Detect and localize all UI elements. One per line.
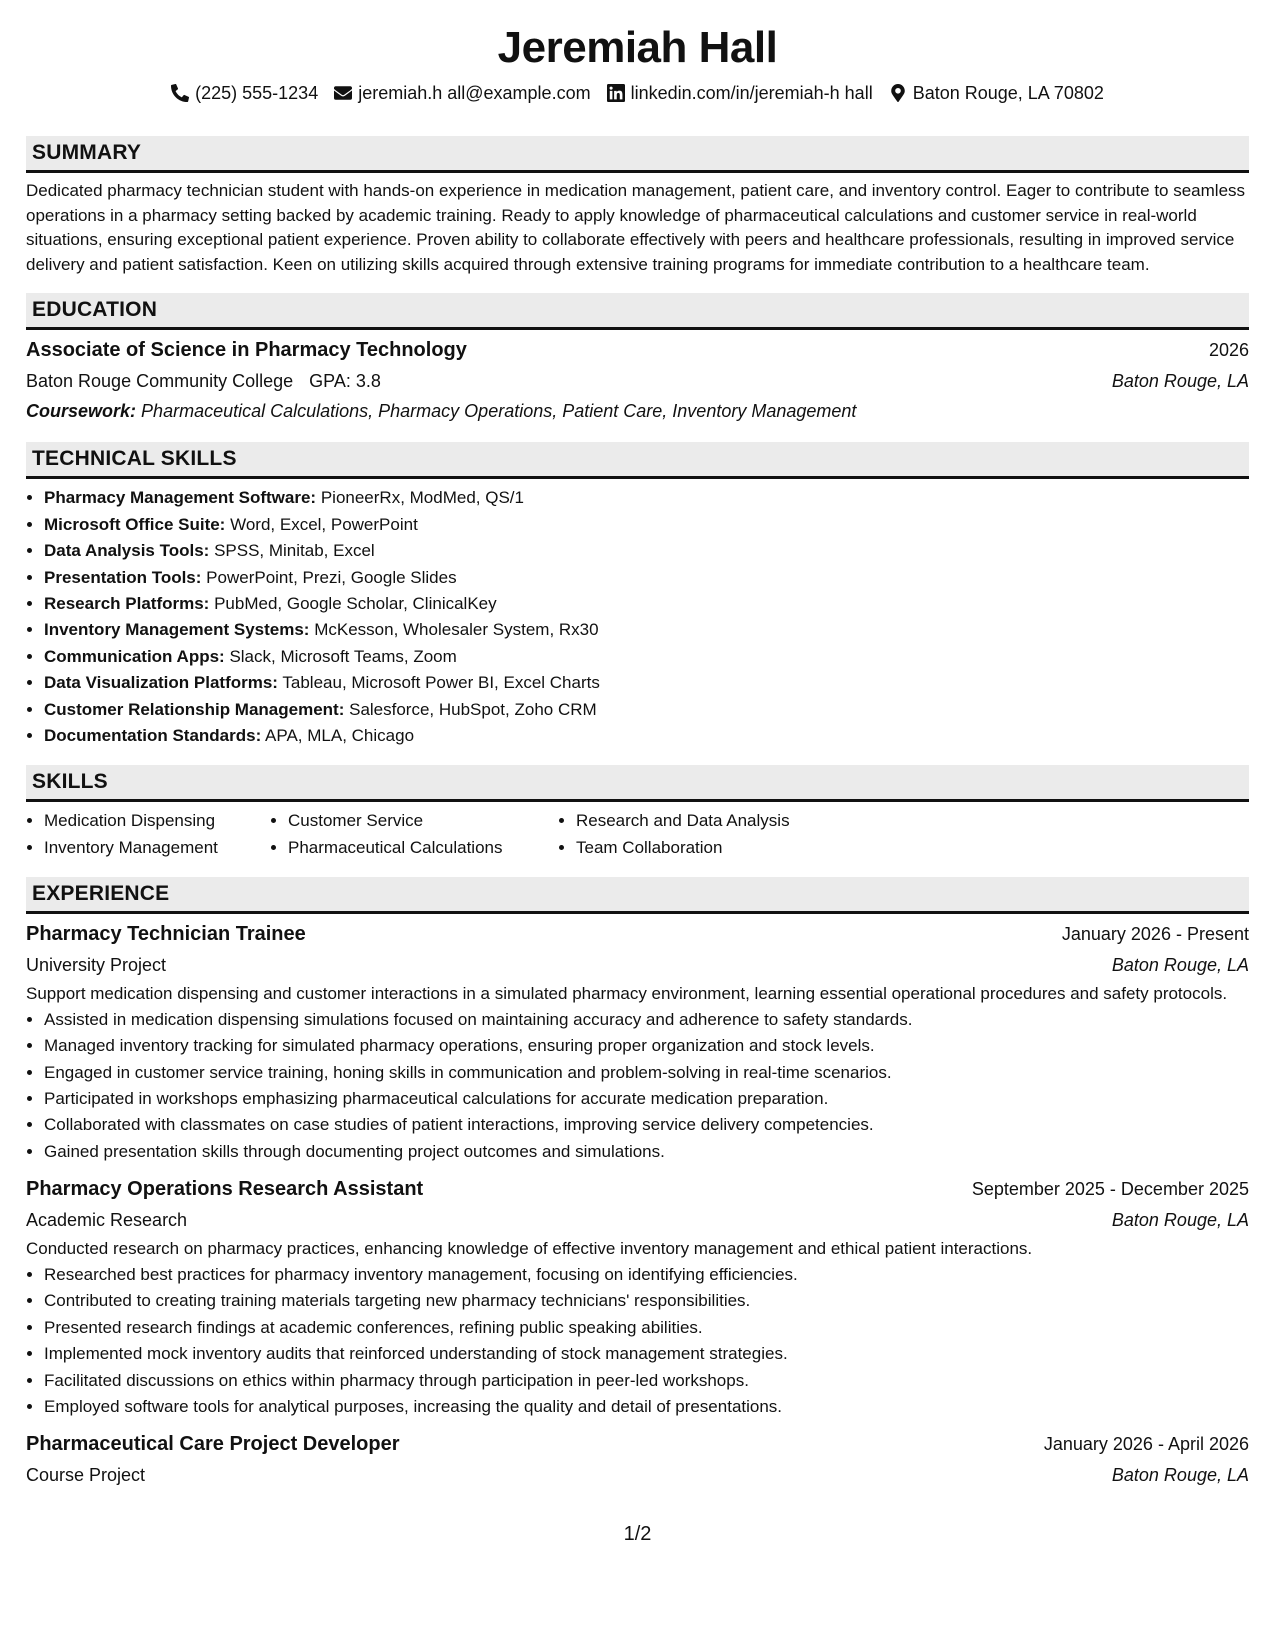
job-org: University Project bbox=[26, 955, 167, 976]
school-line bbox=[26, 366, 381, 396]
skills-heading: SKILLS bbox=[26, 765, 1249, 802]
job-title: Pharmaceutical Care Project Developer bbox=[26, 1433, 400, 1456]
job-org: Academic Research bbox=[26, 1210, 188, 1231]
list-item: • Team Collaboration bbox=[576, 835, 876, 861]
education-heading: EDUCATION bbox=[26, 293, 1249, 330]
job-entry bbox=[26, 1428, 1249, 1490]
list-item: • Researched best practices for pharmacy inventory management, focusing on identifying efficiencies. bbox=[44, 1262, 1249, 1288]
skill-value: Slack, Microsoft Teams, Zoom bbox=[229, 646, 457, 666]
list-item bbox=[44, 485, 1249, 511]
job-description: Conducted research on pharmacy practices, enhancing knowledge of effective inventory management and ethical patient interactions. bbox=[26, 1239, 1033, 1259]
summary-text: Dedicated pharmacy technician student with hands-on experience in medication management, patient care, and inventory control. Eager to contribute to seamless operations in a pharmacy setting backed by academic training. Ready to apply knowledge of pharmaceutical calculations and customer service in real-world situations, ensuring exceptional patient experience. Proven ability to collaborate effectively with peers and healthcare professionals, resulting in improved service delivery and patient satisfaction. Keen on utilizing skills acquired through extensive training programs for immediate contribution to a healthcare team. bbox=[26, 181, 1246, 274]
experience-section bbox=[26, 877, 1249, 1490]
job-dates: January 2026 - Present bbox=[1061, 924, 1249, 945]
list-item bbox=[44, 723, 1249, 749]
contact-location bbox=[889, 80, 1104, 106]
job-title-row bbox=[26, 1173, 1249, 1205]
job-bullets bbox=[26, 1262, 1249, 1420]
coursework-label: Coursework: bbox=[26, 401, 137, 422]
map-pin-icon bbox=[889, 84, 907, 102]
skill-label: Microsoft Office Suite: bbox=[44, 514, 226, 534]
skills-grid bbox=[26, 808, 1249, 861]
contact-phone bbox=[171, 80, 318, 106]
job-title-row bbox=[26, 1428, 1249, 1460]
contact-bar bbox=[26, 80, 1249, 106]
contact-location-text: Baton Rouge, LA 70802 bbox=[912, 83, 1104, 103]
list-item: • Collaborated with classmates on case studies of patient interactions, improving service delivery competencies. bbox=[44, 1112, 1249, 1138]
technical-skills-heading: TECHNICAL SKILLS bbox=[26, 442, 1249, 479]
phone-icon bbox=[171, 84, 189, 102]
list-item bbox=[44, 697, 1249, 723]
list-item: • Engaged in customer service training, honing skills in communication and problem-solving in real-time scenarios. bbox=[44, 1060, 1249, 1086]
list-item: • Assisted in medication dispensing simulations focused on maintaining accuracy and adherence to safety standards. bbox=[44, 1007, 1249, 1033]
job-entry bbox=[26, 918, 1249, 1165]
job-dates: September 2025 - December 2025 bbox=[971, 1179, 1249, 1200]
list-item: • Pharmaceutical Calculations bbox=[288, 835, 558, 861]
list-item bbox=[44, 617, 1249, 643]
skill-value: PowerPoint, Prezi, Google Slides bbox=[206, 567, 457, 587]
job-bullets bbox=[26, 1007, 1249, 1165]
list-item: • Gained presentation skills through documenting project outcomes and simulations. bbox=[44, 1139, 1249, 1165]
education-row-school bbox=[26, 366, 1249, 396]
list-item: • Medication Dispensing bbox=[44, 808, 270, 834]
envelope-icon bbox=[334, 84, 352, 102]
list-item: • Facilitated discussions on ethics within pharmacy through participation in peer-led workshops. bbox=[44, 1368, 1249, 1394]
skill-label: Communication Apps: bbox=[44, 646, 225, 666]
linkedin-icon bbox=[607, 84, 625, 102]
skill-label: Inventory Management Systems: bbox=[44, 620, 310, 640]
school-name: Baton Rouge Community College bbox=[26, 371, 294, 392]
job-location: Baton Rouge, LA bbox=[1111, 955, 1249, 976]
job-org-row bbox=[26, 1205, 1249, 1235]
skill-value: SPSS, Minitab, Excel bbox=[214, 541, 375, 561]
skills-section bbox=[26, 765, 1249, 861]
job-title: Pharmacy Technician Trainee bbox=[26, 923, 306, 946]
contact-email[interactable] bbox=[334, 80, 590, 106]
candidate-name: Jeremiah Hall bbox=[497, 23, 778, 72]
skill-label: Customer Relationship Management: bbox=[44, 699, 345, 719]
experience-heading: EXPERIENCE bbox=[26, 877, 1249, 914]
contact-linkedin[interactable] bbox=[607, 80, 873, 106]
skill-value: McKesson, Wholesaler System, Rx30 bbox=[314, 620, 599, 640]
education-section bbox=[26, 293, 1249, 426]
list-item: • Contributed to creating training materials targeting new pharmacy technicians' responsibilities. bbox=[44, 1288, 1249, 1314]
list-item bbox=[44, 644, 1249, 670]
contact-phone-text: (225) 555-1234 bbox=[195, 83, 319, 103]
job-org-row bbox=[26, 1460, 1249, 1490]
list-item bbox=[44, 670, 1249, 696]
skill-value: Word, Excel, PowerPoint bbox=[230, 514, 418, 534]
job-org-row bbox=[26, 950, 1249, 980]
skill-value: Salesforce, HubSpot, Zoho CRM bbox=[349, 699, 597, 719]
list-item bbox=[44, 565, 1249, 591]
degree-title: Associate of Science in Pharmacy Technology bbox=[26, 339, 467, 362]
job-location: Baton Rouge, LA bbox=[1111, 1465, 1249, 1486]
contact-linkedin-text: linkedin.com/in/jeremiah-h hall bbox=[630, 83, 873, 103]
skill-label: Documentation Standards: bbox=[44, 726, 262, 746]
skills-column bbox=[558, 808, 876, 861]
coursework-list: Pharmaceutical Calculations, Pharmacy Operations, Patient Care, Inventory Management bbox=[141, 401, 857, 422]
list-item: • Inventory Management bbox=[44, 835, 270, 861]
skills-column bbox=[270, 808, 558, 861]
list-item bbox=[44, 538, 1249, 564]
list-item: • Customer Service bbox=[288, 808, 558, 834]
list-item: • Presented research findings at academic conferences, refining public speaking abilities. bbox=[44, 1315, 1249, 1341]
technical-skills-section bbox=[26, 442, 1249, 749]
school-location: Baton Rouge, LA bbox=[1111, 371, 1249, 392]
list-item: • Implemented mock inventory audits that reinforced understanding of stock management strategies. bbox=[44, 1341, 1249, 1367]
list-item: • Employed software tools for analytical purposes, increasing the quality and detail of presentations. bbox=[44, 1394, 1249, 1420]
job-dates: January 2026 - April 2026 bbox=[1043, 1434, 1249, 1455]
list-item: • Managed inventory tracking for simulated pharmacy operations, ensuring proper organization and stock levels. bbox=[44, 1033, 1249, 1059]
job-location: Baton Rouge, LA bbox=[1111, 1210, 1249, 1231]
contact-email-text: jeremiah.h all@example.com bbox=[358, 83, 591, 103]
graduation-year: 2026 bbox=[1208, 340, 1249, 361]
technical-skills-list bbox=[26, 485, 1249, 749]
summary-heading: SUMMARY bbox=[26, 136, 1249, 173]
list-item bbox=[44, 512, 1249, 538]
education-row-degree bbox=[26, 334, 1249, 366]
skill-label: Pharmacy Management Software: bbox=[44, 488, 317, 508]
skill-value: PubMed, Google Scholar, ClinicalKey bbox=[214, 594, 497, 613]
summary-section bbox=[26, 136, 1249, 277]
page-number: 1/2 bbox=[623, 1523, 652, 1545]
skill-label: Presentation Tools: bbox=[44, 567, 202, 587]
job-description: Support medication dispensing and customer interactions in a simulated pharmacy environment, learning essential operational procedures and safety protocols. bbox=[26, 984, 1228, 1004]
coursework bbox=[26, 396, 1249, 426]
skill-value: APA, MLA, Chicago bbox=[265, 726, 415, 746]
job-org: Course Project bbox=[26, 1465, 146, 1486]
skills-column bbox=[26, 808, 270, 861]
skill-value: PioneerRx, ModMed, QS/1 bbox=[320, 488, 524, 508]
job-title-row bbox=[26, 918, 1249, 950]
skill-value: Tableau, Microsoft Power BI, Excel Charts bbox=[282, 673, 600, 693]
skill-label: Data Visualization Platforms: bbox=[44, 673, 278, 693]
job-title: Pharmacy Operations Research Assistant bbox=[26, 1178, 424, 1201]
list-item: • Participated in workshops emphasizing pharmaceutical calculations for accurate medication preparation. bbox=[44, 1086, 1249, 1112]
list-item: • Research and Data Analysis bbox=[576, 808, 876, 834]
job-entry bbox=[26, 1173, 1249, 1420]
skill-label: Research Platforms: bbox=[44, 594, 210, 613]
gpa: GPA: 3.8 bbox=[309, 371, 381, 392]
list-item bbox=[44, 591, 1249, 617]
skill-label: Data Analysis Tools: bbox=[44, 541, 210, 561]
